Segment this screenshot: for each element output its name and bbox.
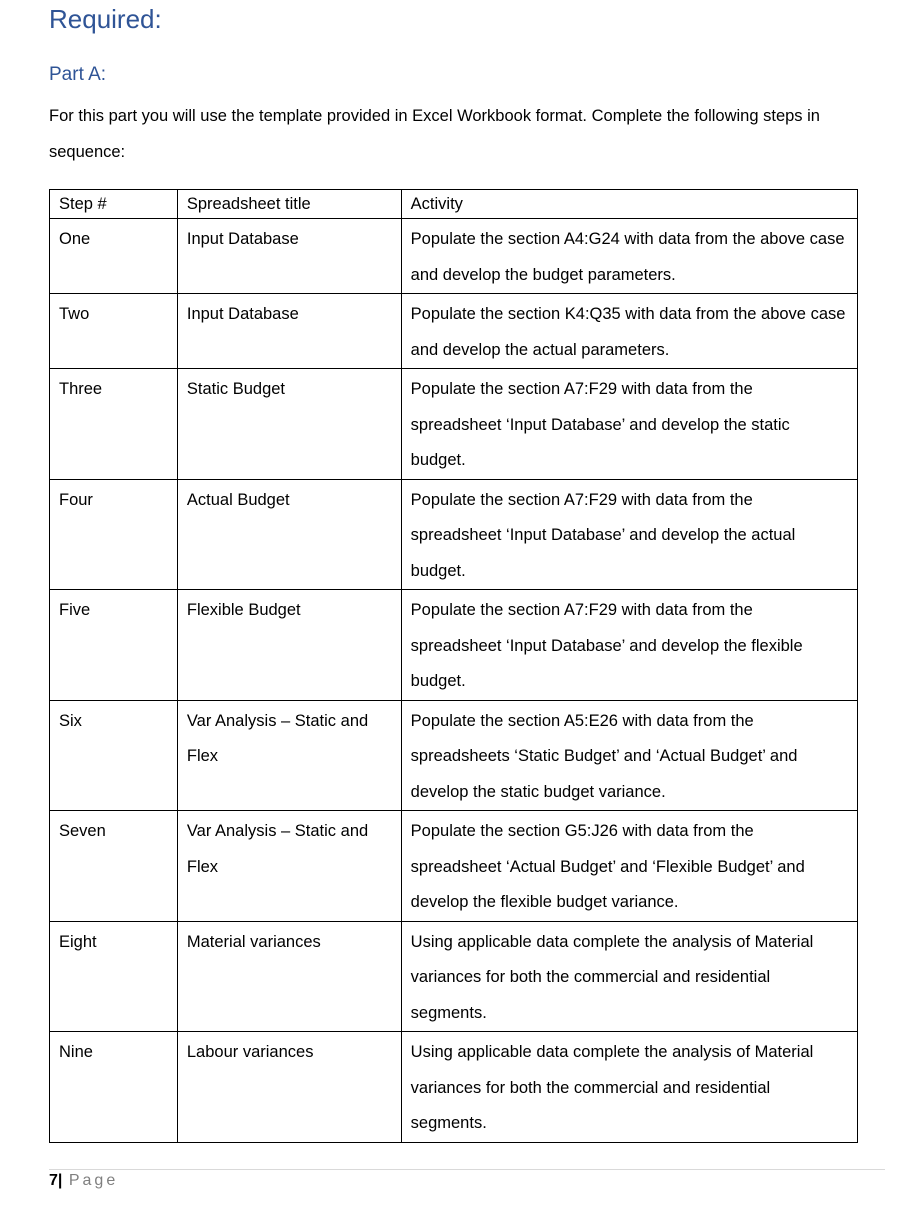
cell-title: Actual Budget [177,479,401,590]
heading-required: Required: [49,4,162,34]
table-header-row [50,190,858,219]
table-row [50,700,858,811]
steps-table [49,189,858,1143]
table-row [50,479,858,590]
cell-title: Var Analysis – Static and Flex [177,811,401,922]
table-row [50,811,858,922]
cell-activity: Populate the section G5:J26 with data from the spreadsheet ‘Actual Budget’ and ‘Flexible Budget’ and develop the flexible budget variance. [401,811,857,922]
cell-title: Input Database [177,219,401,294]
cell-step: Four [50,479,178,590]
page-label: Page [68,1172,119,1189]
page-footer [49,1172,118,1190]
cell-step: Five [50,590,178,701]
cell-activity: Populate the section K4:Q35 with data from the above case and develop the actual parameters. [401,294,857,369]
table-row [50,219,858,294]
cell-activity: Populate the section A5:E26 with data from the spreadsheets ‘Static Budget’ and ‘Actual Budget’ and develop the static budget variance. [401,700,857,811]
heading-part-a: Part A: [49,64,107,85]
header-activity: Activity [401,190,857,219]
cell-step: Eight [50,921,178,1032]
table-row [50,590,858,701]
cell-activity: Populate the section A7:F29 with data from the spreadsheet ‘Input Database’ and develop the actual budget. [401,479,857,590]
table-row [50,921,858,1032]
cell-title: Static Budget [177,369,401,480]
header-step: Step # [50,190,178,219]
intro-paragraph: For this part you will use the template provided in Excel Workbook format. Complete the following steps in sequence: [49,107,820,161]
cell-title: Input Database [177,294,401,369]
cell-activity: Populate the section A4:G24 with data from the above case and develop the budget parameters. [401,219,857,294]
page-number: 7 [49,1172,58,1189]
footer-divider [49,1169,885,1170]
table-row [50,1032,858,1143]
cell-activity: Populate the section A7:F29 with data from the spreadsheet ‘Input Database’ and develop the flexible budget. [401,590,857,701]
cell-step: One [50,219,178,294]
cell-step: Three [50,369,178,480]
page-separator: | [57,1172,63,1189]
cell-activity: Populate the section A7:F29 with data from the spreadsheet ‘Input Database’ and develop the static budget. [401,369,857,480]
header-spreadsheet-title: Spreadsheet title [177,190,401,219]
cell-activity: Using applicable data complete the analysis of Material variances for both the commercial and residential segments. [401,1032,857,1143]
cell-title: Var Analysis – Static and Flex [177,700,401,811]
cell-title: Flexible Budget [177,590,401,701]
cell-step: Two [50,294,178,369]
cell-step: Six [50,700,178,811]
cell-step: Nine [50,1032,178,1143]
table-row [50,369,858,480]
table-row [50,294,858,369]
cell-activity: Using applicable data complete the analysis of Material variances for both the commercial and residential segments. [401,921,857,1032]
cell-title: Labour variances [177,1032,401,1143]
cell-step: Seven [50,811,178,922]
cell-title: Material variances [177,921,401,1032]
